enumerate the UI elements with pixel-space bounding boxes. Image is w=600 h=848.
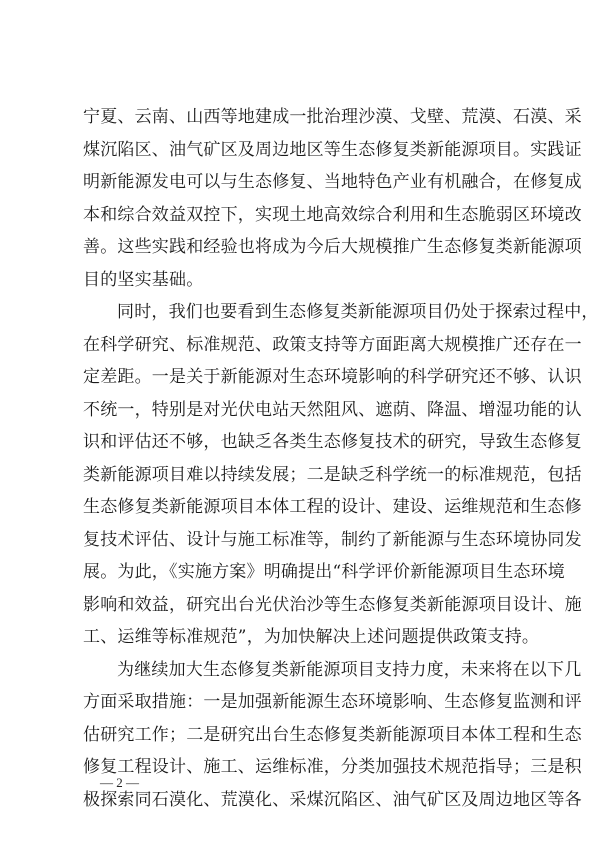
paragraph-first-line: 同时，我们也要看到生态修复类新能源项目仍处于探索过程中，: [117, 302, 599, 322]
text-line: 展。为此，《实施方案》明确提出“科学评价新能源项目生态环境: [83, 562, 565, 582]
text-line: 不统一，特别是对光伏电站天然阻风、遮荫、降温、增湿功能的认: [83, 399, 582, 420]
text-line: 本和综合效益双控下，实现土地高效综合利用和生态脆弱区环境改: [83, 204, 582, 225]
text-line: 定差距。一是关于新能源对生态环境影响的科学研究还不够、认识: [83, 367, 582, 387]
body-text: [83, 101, 599, 816]
text-line: 极探索同石漠化、荒漠化、采煤沉陷区、油气矿区及周边地区等各: [83, 789, 582, 810]
text-line: 修复工程设计、施工、运维标准，分类加强技术规范指导；三是积: [83, 757, 582, 777]
text-line: 煤沉陷区、油气矿区及周边地区等生态修复类新能源项目。实践证: [83, 139, 582, 160]
text-line: 目的坚实基础。: [83, 269, 204, 290]
paragraph-first-line: 为继续加大生态修复类新能源项目支持力度，未来将在以下几: [117, 659, 582, 680]
text-line: 工、运维等标准规范”，为加快解决上述问题提供政策支持。: [83, 627, 540, 647]
text-line: 宁夏、云南、山西等地建成一批治理沙漠、戈壁、荒漠、石漠、采: [83, 107, 582, 127]
text-line: 明新能源发电可以与生态修复、当地特色产业有机融合，在修复成: [83, 172, 582, 192]
text-line: 识和评估还不够，也缺乏各类生态修复技术的研究，导致生态修复: [83, 432, 582, 452]
text-line: 复技术评估、设计与施工标准等，制约了新能源与生态环境协同发: [83, 529, 582, 550]
text-line: 方面采取措施：一是加强新能源生态环境影响、生态修复监测和评: [83, 692, 582, 712]
page-number: — 2 —: [100, 775, 139, 790]
text-line: 类新能源项目难以持续发展；二是缺乏科学统一的标准规范，包括: [83, 464, 582, 485]
text-line: 在科学研究、标准规范、政策支持等方面距离大规模推广还存在一: [83, 334, 582, 355]
text-line: 估研究工作；二是研究出台生态修复类新能源项目本体工程和生态: [83, 724, 582, 745]
text-line: 生态修复类新能源项目本体工程的设计、建设、运维规范和生态修: [83, 497, 582, 517]
text-line: 影响和效益，研究出台光伏治沙等生态修复类新能源项目设计、施: [83, 594, 582, 615]
text-line: 善。这些实践和经验也将成为今后大规模推广生态修复类新能源项: [83, 237, 582, 257]
